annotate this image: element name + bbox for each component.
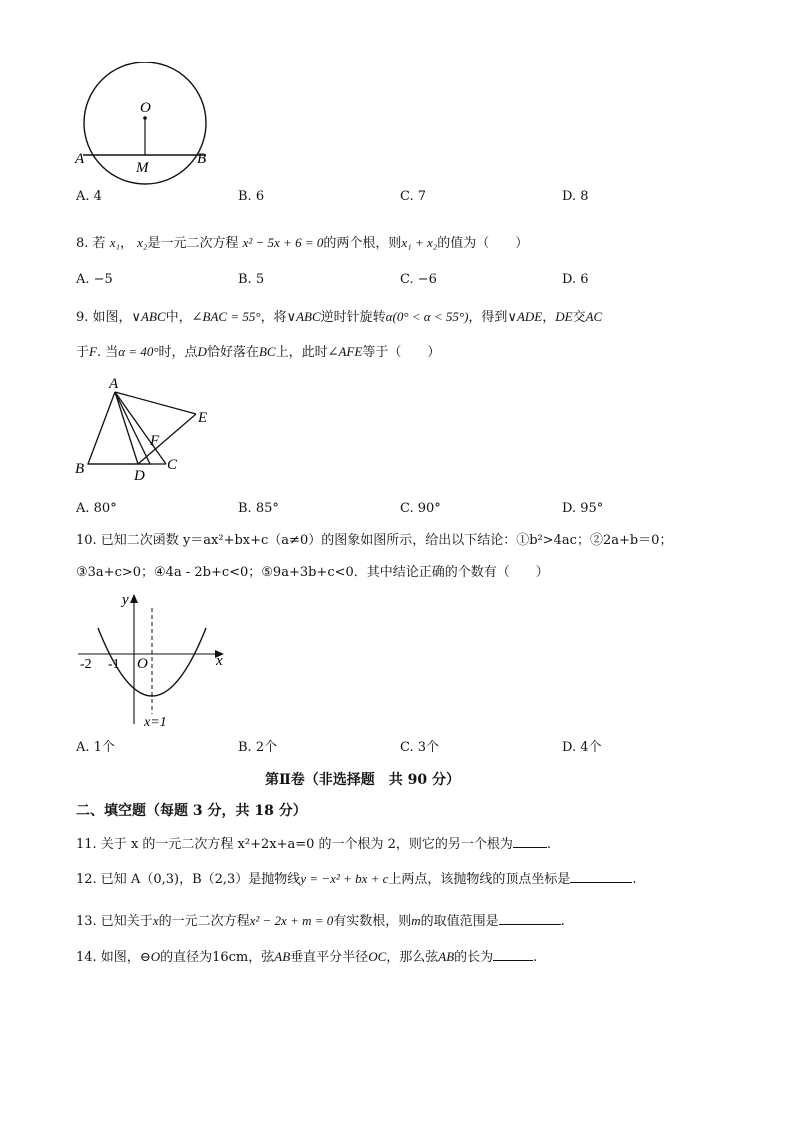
- q11-text: 11. 关于 x 的一元二次方程 x²+2x+a=0 的一个根为 2，则它的另一个根为: [76, 837, 513, 852]
- q11-end: .: [546, 837, 552, 852]
- q8-text-1: 若: [92, 236, 106, 251]
- q9-option-b[interactable]: B. 85°: [238, 501, 279, 516]
- q14-ab-2: AB: [438, 949, 455, 964]
- center-dot: [143, 116, 147, 120]
- label-o: O: [140, 100, 151, 116]
- axis-label-x: x: [216, 653, 223, 669]
- q13-text-2: 的一元二次方程: [158, 914, 250, 929]
- q9-text-b: 中，: [165, 310, 192, 325]
- q8-text-2: ，: [120, 236, 134, 251]
- q9-label-e: E: [198, 410, 208, 426]
- symmetry-axis-label: x=1: [144, 715, 167, 730]
- q8-equation: x² − 5x + 6 = 0: [242, 235, 324, 250]
- q14-text-4: 垂直平分半径: [290, 950, 369, 965]
- q9-text-c: ，将: [260, 310, 287, 325]
- q11-answer-blank[interactable]: [513, 835, 547, 848]
- q9-stem-line2: [76, 343, 440, 362]
- q9-angle-afe: ∠AFE: [327, 344, 363, 359]
- q13-m: m: [411, 913, 421, 928]
- q12-answer-blank[interactable]: [570, 870, 632, 883]
- tick-label-minus2: -2: [80, 657, 92, 672]
- q10-option-d[interactable]: D. 4个: [562, 740, 602, 755]
- q9-alpha: α = 40°: [118, 344, 159, 359]
- label-b: B: [197, 151, 207, 167]
- q13-end: .: [560, 914, 565, 929]
- q13-answer-blank[interactable]: [499, 912, 561, 925]
- y-axis-arrow: [130, 594, 138, 603]
- fill-in-heading: 二、填空题（每题 3 分，共 18 分）: [76, 803, 307, 819]
- q12-equation: y = −x² + bx + c: [300, 871, 389, 886]
- q9-text-e: ，得到: [468, 310, 508, 325]
- q8-stem: [76, 234, 528, 253]
- q14-circle-o: ⊖O: [139, 949, 161, 964]
- q9-rotation: α(0° < α < 55°): [385, 309, 469, 324]
- q8-text-4: 的两个根，则: [323, 236, 402, 251]
- q9-label-d: D: [134, 468, 145, 484]
- segment-ac: [115, 392, 166, 464]
- q9-triangle-figure: [70, 372, 220, 484]
- origin-label: O: [137, 656, 148, 672]
- q9-text-h: 于: [76, 345, 90, 360]
- q9-ac: AC: [585, 309, 603, 324]
- q8-sum: x₁ + x₂: [401, 235, 438, 250]
- q8-option-c[interactable]: C. −6: [400, 272, 437, 287]
- q8-text-3: 是一元二次方程: [147, 236, 239, 251]
- q9-d: D: [197, 344, 207, 359]
- q9-text-d: 逆时针旋转: [320, 310, 386, 325]
- q14-text-3: ，弦: [248, 950, 275, 965]
- q14-oc: OC: [368, 949, 387, 964]
- q9-tri2: ∨ABC: [286, 309, 321, 324]
- q9-text-k: 恰好落在: [206, 345, 259, 360]
- q9-bc: BC: [258, 344, 276, 359]
- q13-text-3: 有实数根，则: [333, 914, 412, 929]
- q9-text-g: 交: [572, 310, 586, 325]
- q14-length: 16cm: [212, 950, 249, 965]
- q9-angle-bac: ∠BAC = 55°: [191, 309, 261, 324]
- q14-text-6: 的长为: [454, 950, 494, 965]
- q13-text-1: 13. 已知关于: [76, 914, 153, 929]
- q9-tri3: ∨ADE: [507, 309, 543, 324]
- q9-de: DE: [555, 309, 573, 324]
- q9-option-a[interactable]: A. 80°: [76, 501, 117, 516]
- q14-text-2: 的直径为: [160, 950, 213, 965]
- q12-text-1: 12. 已知 A（0,3)，B（2,3）是抛物线: [76, 872, 301, 887]
- tick-label-minus1: -1: [108, 657, 120, 672]
- q13-text-4: 的取值范围是: [420, 914, 499, 929]
- section-2-title: 第Ⅱ卷（非选择题 共 90 分）: [265, 772, 461, 788]
- q9-text-l: 上，此时: [275, 345, 328, 360]
- q14-stem: [76, 948, 537, 967]
- q7-option-a[interactable]: A. 4: [76, 189, 102, 204]
- q10-option-c[interactable]: C. 3个: [400, 740, 440, 755]
- q9-text-a: 9. 如图，: [76, 310, 132, 325]
- q10-option-b[interactable]: B. 2个: [238, 740, 278, 755]
- q7-option-d[interactable]: D. 8: [562, 189, 589, 204]
- q8-option-d[interactable]: D. 6: [562, 272, 589, 287]
- q10-stem-line2: ③3a+c>0；④4a - 2b+c<0；⑤9a+3b+c<0．其中结论正确的个数有（ ）: [76, 565, 549, 580]
- label-m: M: [136, 160, 149, 176]
- q12-end: .: [632, 872, 637, 887]
- q8-text-5: 的值为（ ）: [437, 236, 529, 251]
- q14-end: .: [533, 950, 538, 965]
- q9-label-f: F: [150, 433, 160, 449]
- q10-parabola-graph: [70, 588, 240, 733]
- axis-label-y: y: [122, 592, 129, 608]
- q9-option-c[interactable]: C. 90°: [400, 501, 441, 516]
- q9-label-b: B: [75, 461, 85, 477]
- q9-label-a: A: [109, 376, 119, 392]
- circle-figure: [70, 62, 230, 192]
- q8-x1: x₁: [109, 235, 120, 250]
- q8-option-a[interactable]: A. −5: [76, 272, 113, 287]
- q9-option-d[interactable]: D. 95°: [562, 501, 604, 516]
- q9-text-m: 等于（ ）: [362, 345, 441, 360]
- q12-text-2: 上两点，该抛物线的顶点坐标是: [388, 872, 571, 887]
- label-a: A: [75, 151, 85, 167]
- segment-ad: [115, 392, 138, 464]
- q14-text-5: ，那么弦: [386, 950, 439, 965]
- q9-stem-line1: [76, 308, 602, 327]
- q9-text-f: ，: [542, 310, 556, 325]
- q13-x: x: [152, 913, 159, 928]
- q8-num: 8.: [76, 236, 89, 251]
- q14-ab: AB: [274, 949, 291, 964]
- q7-option-c[interactable]: C. 7: [400, 189, 427, 204]
- q9-tri1: ∨ABC: [131, 309, 166, 324]
- q10-option-a[interactable]: A. 1个: [76, 740, 115, 755]
- q12-stem: [76, 870, 637, 889]
- q14-answer-blank[interactable]: [493, 948, 533, 961]
- q9-label-c: C: [167, 457, 178, 473]
- segment-ae: [115, 392, 196, 414]
- q14-text-1: 14. 如图，: [76, 950, 140, 965]
- q11-stem: [76, 835, 551, 854]
- q9-text-j: 时，点: [158, 345, 198, 360]
- q9-text-i: . 当: [96, 345, 119, 360]
- q10-stem-line1: 10. 已知二次函数 y＝ax²+bx+c（a≠0）的图象如图所示，给出以下结论：①b²>4ac；②2a+b＝0；: [76, 533, 673, 548]
- q8-option-b[interactable]: B. 5: [238, 272, 265, 287]
- q7-option-b[interactable]: B. 6: [238, 189, 265, 204]
- q13-stem: [76, 912, 565, 931]
- q13-equation: x² − 2x + m = 0: [249, 913, 334, 928]
- q8-x2: x₂: [137, 235, 148, 250]
- q9-f: F: [89, 344, 97, 359]
